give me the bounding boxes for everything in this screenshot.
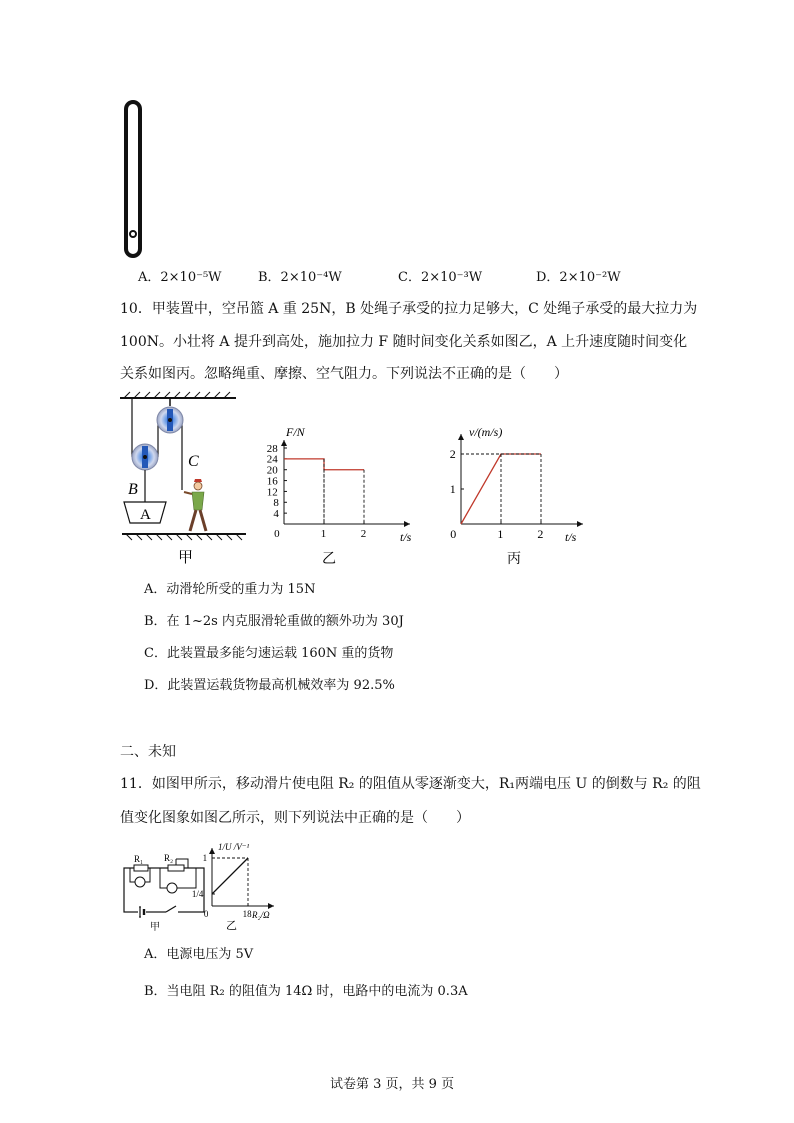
caption-jia: 甲 [178, 550, 194, 566]
ur-y-arrow [209, 848, 215, 854]
pulley-figure [118, 392, 250, 568]
q10-option-c[interactable]: C．此装置最多能匀速运载 160N 重的货物 [144, 646, 394, 661]
q10-stem-line-3: 关系如图丙。忽略绳重、摩擦、空气阻力。下列说法不正确的是（ ） [120, 366, 568, 382]
ur-ylabel: 1/U /V⁻¹ [218, 842, 250, 852]
vt-xlabel: t/s [565, 530, 577, 544]
vt-x-tick-label: 0 [450, 527, 457, 541]
ft-y-tick-label: 8 [273, 497, 279, 510]
q9-option-b[interactable]: B．2×10⁻⁴W [258, 270, 342, 285]
page-footer: 试卷第 3 页，共 9 页 [330, 1077, 455, 1092]
q10-stem-line-1: 10．甲装置中，空吊篮 A 重 25N，B 处绳子承受的拉力足够大，C 处绳子承受的最大拉力为 [120, 301, 698, 317]
ft-y-tick-label: 24 [266, 453, 278, 466]
label-a: A [140, 507, 151, 523]
vt-y-tick-label: 2 [449, 447, 456, 462]
vt-ylabel: v/(m/s) [469, 425, 503, 439]
r2-label: R₂ [164, 853, 174, 863]
q9-tube-figure [122, 100, 146, 260]
ur-x-tick-label: 0 [203, 909, 209, 919]
r2-rheostat [168, 865, 184, 871]
q11-stem-line-1: 11．如图甲所示，移动滑片使电阻 R₂ 的阻值从零逐渐变大，R₁两端电压 U 的倒数与 R₂ 的阻 [120, 776, 701, 792]
ft-y-tick-label: 28 [266, 442, 278, 455]
ft-y-tick-label: 12 [266, 486, 278, 499]
ft-x-tick-label: 2 [360, 528, 367, 540]
ft-y-arrow [281, 440, 287, 446]
ur-series-line [212, 858, 248, 894]
ammeter [167, 883, 177, 893]
ur-xlabel: R₂/Ω [252, 910, 270, 920]
ft-x-tick-label: 0 [274, 528, 280, 540]
ft-y-tick-label: 16 [266, 475, 278, 488]
vt-x-tick-label: 1 [497, 527, 504, 541]
q9-option-d[interactable]: D．2×10⁻²W [536, 270, 621, 285]
vt-y-tick-label: 1 [449, 482, 456, 497]
label-c: C [188, 453, 199, 470]
inverse-voltage-chart [191, 832, 296, 932]
q10-option-d[interactable]: D．此装置运载货物最高机械效率为 92.5% [144, 678, 395, 693]
ur-caption: 乙 [226, 920, 237, 932]
ur-x-arrow [268, 903, 274, 909]
ft-caption: 乙 [322, 552, 336, 567]
ur-x-tick-label: 18 [242, 909, 252, 919]
q11-option-b[interactable]: B．当电阻 R₂ 的阻值为 14Ω 时，电路中的电流为 0.3A [144, 984, 468, 999]
ft-y-tick-label: 4 [273, 507, 279, 520]
q11-option-a[interactable]: A．电源电压为 5V [144, 947, 254, 962]
person-figure [184, 479, 206, 531]
ur-y-tick-label: 1/4 [191, 889, 204, 900]
voltmeter [135, 877, 145, 887]
force-time-chart [262, 420, 422, 570]
q10-stem-line-2: 100N。小壮将 A 提升到高处，施加拉力 F 随时间变化关系如图乙，A 上升速度随时间变化 [120, 334, 688, 350]
q10-option-a[interactable]: A．动滑轮所受的重力为 15N [144, 582, 316, 597]
section-title: 二、未知 [120, 744, 176, 760]
r1-resistor [134, 865, 148, 871]
ft-xlabel: t/s [400, 530, 412, 544]
ur-y-tick-label: 1 [202, 853, 208, 864]
vt-x-arrow [577, 521, 583, 527]
circuit-caption: 甲 [150, 922, 160, 933]
q11-stem-line-2: 值变化图象如图乙所示，则下列说法中正确的是（ ） [120, 810, 470, 826]
ft-ylabel: F/N [286, 425, 305, 439]
r1-label: R₁ [134, 854, 144, 864]
q9-option-c[interactable]: C．2×10⁻³W [398, 270, 483, 285]
ft-x-arrow [404, 521, 410, 527]
vt-x-tick-label: 2 [537, 527, 544, 541]
q9-option-a[interactable]: A．2×10⁻⁵W [138, 270, 222, 285]
q10-option-b[interactable]: B．在 1~2s 内克服滑轮重做的额外功为 30J [144, 614, 404, 629]
vt-caption: 丙 [507, 552, 521, 567]
label-b: B [128, 481, 138, 498]
velocity-time-chart [445, 420, 605, 570]
ft-y-tick-label: 20 [266, 464, 278, 477]
ft-x-tick-label: 1 [320, 528, 327, 540]
vt-y-arrow [458, 434, 464, 440]
